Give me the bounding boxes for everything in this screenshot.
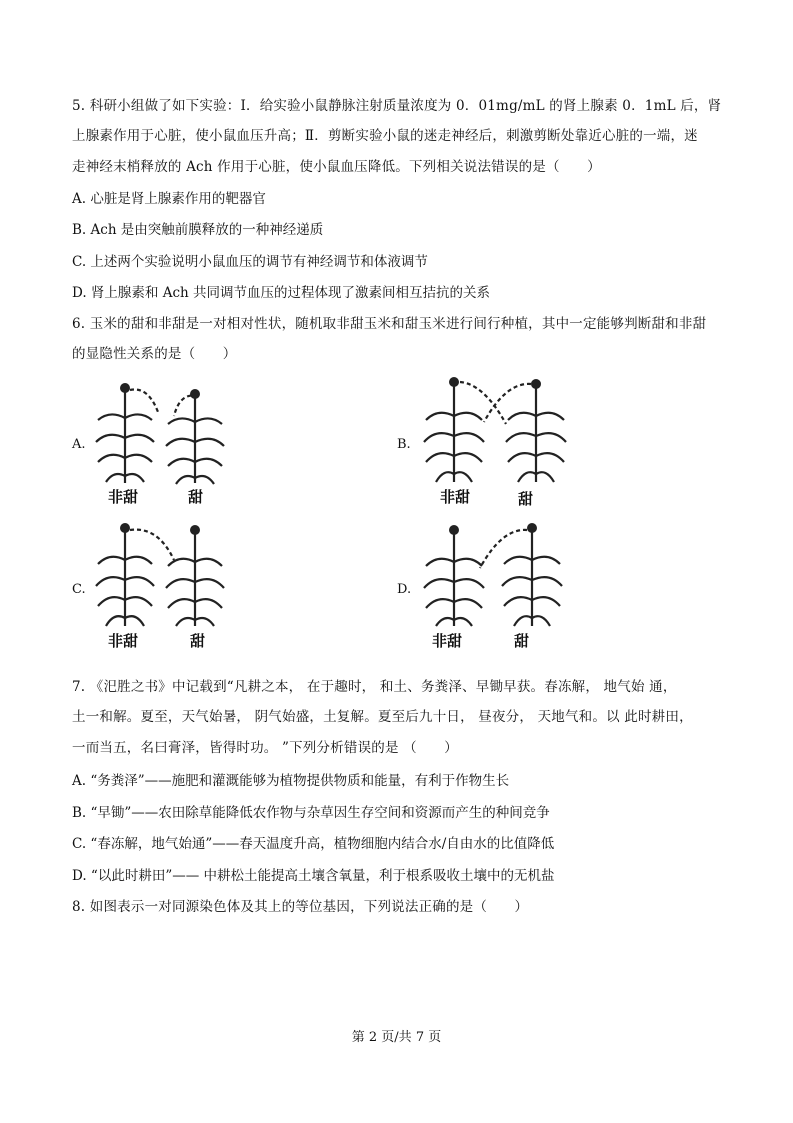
q5-option-a: A. 心脏是肾上腺素作用的靶器官 xyxy=(72,191,266,207)
q6-figure-c-corn-illustration xyxy=(88,520,248,632)
q6-figure-a-right-label: 甜 xyxy=(188,488,204,506)
q8-stem-line: 8. 如图表示一对同源染色体及其上的等位基因，下列说法正确的是（ ） xyxy=(72,899,529,915)
q6-figure-a-letter: A. xyxy=(72,437,86,452)
q7-option-a: A. “务粪泽”——施肥和灌溉能够为植物提供物质和能量，有利于作物生长 xyxy=(72,773,510,789)
q6-figure-c-letter: C. xyxy=(72,582,86,597)
q7-option-b: B. “早锄”——农田除草能降低农作物与杂草因生存空间和资源而产生的种间竞争 xyxy=(72,805,550,821)
q7-stem-line-2: 土一和解。夏至，天气始暑， 阴气始盛，土复解。夏至后九十日， 昼夜分， 天地气和。以 此时耕田， xyxy=(72,709,693,725)
q5-option-b: B. Ach 是由突触前膜释放的一种神经递质 xyxy=(72,222,324,238)
q5-stem-line-3: 走神经末梢释放的 Ach 作用于心脏，使小鼠血压降低。下列相关说法错误的是（ ） xyxy=(72,159,601,175)
q5-option-d: D. 肾上腺素和 Ach 共同调节血压的过程体现了激素间相互拮抗的关系 xyxy=(72,285,491,301)
q6-figure-d-letter: D. xyxy=(397,582,412,597)
q7-stem-line-1: 7. 《汜胜之书》中记载到“凡耕之本， 在于趣时， 和土、务粪泽、早锄早获。春冻解， 地气始 通， xyxy=(72,679,677,695)
q6-figure-b-left-label: 非甜 xyxy=(440,488,471,506)
q6-figure-b-corn-illustration xyxy=(414,374,584,488)
q6-figure-b-letter: B. xyxy=(397,437,411,452)
q6-figure-d-corn-illustration xyxy=(414,520,584,632)
q6-figure-d-right-label: 甜 xyxy=(514,632,530,650)
q6-figure-d-left-label: 非甜 xyxy=(432,632,463,650)
q5-stem-line-2: 上腺素作用于心脏，使小鼠血压升高；Ⅱ．剪断实验小鼠的迷走神经后，刺激剪断处靠近心脏的一端，迷 xyxy=(72,128,698,144)
q7-option-c: C. “春冻解，地气始通”——春天温度升高，植物细胞内结合水/自由水的比值降低 xyxy=(72,836,555,852)
q7-stem-line-3: 一而当五，名曰膏泽，皆得时功。 ”下列分析错误的是 （ ） xyxy=(72,740,458,756)
q7-option-d: D. “以此时耕田”—— 中耕松土能提高土壤含氧量，利于根系吸收土壤中的无机盐 xyxy=(72,868,555,884)
q6-figure-b-right-label: 甜 xyxy=(518,490,534,508)
q5-stem-line-1: 5. 科研小组做了如下实验：Ⅰ．给实验小鼠静脉注射质量浓度为 0．01mg/mL 的肾上腺素 0．1mL 后，肾 xyxy=(72,98,722,114)
q6-figure-c-left-label: 非甜 xyxy=(108,632,139,650)
q6-figure-a-corn-illustration xyxy=(88,378,248,488)
q5-option-c: C. 上述两个实验说明小鼠血压的调节有神经调节和体液调节 xyxy=(72,254,428,270)
page-number-footer: 第 2 页/共 7 页 xyxy=(351,1030,442,1045)
q6-figure-c-right-label: 甜 xyxy=(190,632,206,650)
q6-stem-line-1: 6. 玉米的甜和非甜是一对相对性状，随机取非甜玉米和甜玉米进行间行种植，其中一定能够判断甜和非甜 xyxy=(72,316,707,332)
q6-figure-a-left-label: 非甜 xyxy=(108,488,139,506)
q6-stem-line-2: 的显隐性关系的是（ ） xyxy=(72,346,237,362)
